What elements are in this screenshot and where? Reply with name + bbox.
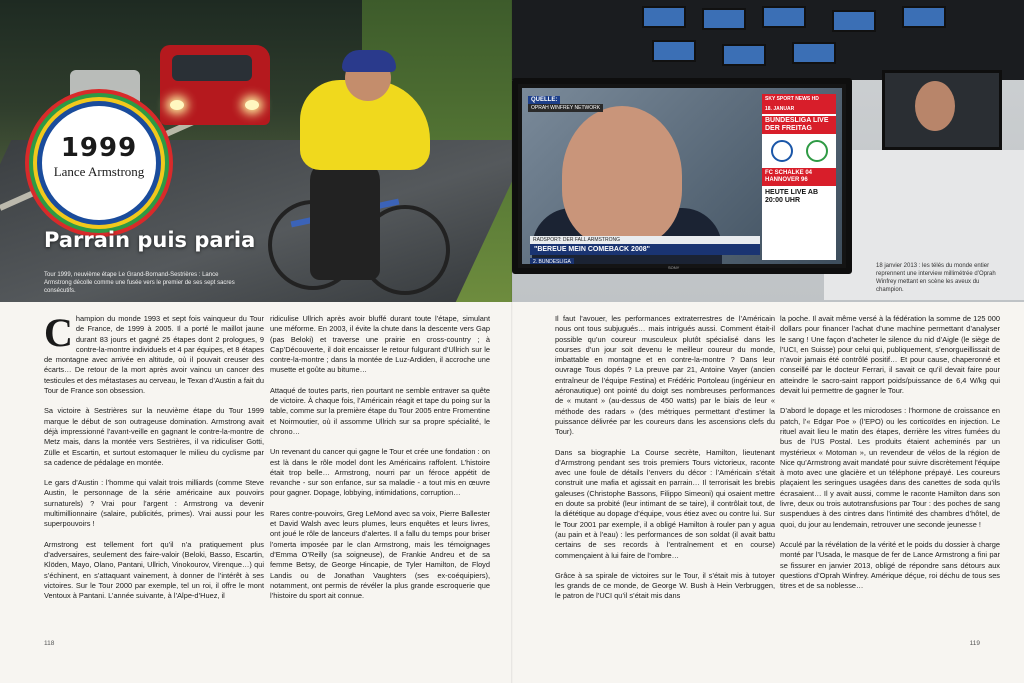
main-television	[512, 78, 852, 274]
photo-caption-right: 18 janvier 2013 : les télés du monde entier reprennent une interview millimétrée d’Oprah Winfrey mettant en scène les aveux du champion.	[876, 263, 996, 293]
mini-tv	[652, 40, 696, 62]
paragraph: Rares contre-pouvoirs, Greg LeMond avec sa voix, Pierre Ballester et David Walsh avec leurs plumes, leurs enquêtes et leurs livres, ont joué le rôle de lanceurs d’alertes. Il a fallu du temps pour briser l’omerta imposée par le clan Armstrong, mais les témoignages d’Emma O’Reilly (sa soigneuse), de Frankie Andreu et de sa femme Betsy, de George Hincapie, de Tyler Hamilton, de Floyd Landis ou de Jonathan Vaughters (ses ex-coéquipiers), notamment, ont permis de révéler la plus grande escroquerie que l’histoire du sport ait connue.	[270, 508, 490, 601]
tv-brand: SONY	[668, 265, 680, 270]
tv-live-title: BUNDESLIGA LIVE DER FREITAG	[762, 116, 836, 134]
cycling-photo	[0, 0, 512, 302]
article-column-4	[780, 314, 1000, 601]
tv-sport-news: SKY SPORT NEWS HD	[762, 94, 836, 104]
tv-club-logos	[762, 134, 836, 168]
paragraph: Acculé par la révélation de la vérité et le poids du dossier à charge monté par l’Usada, le masque de fer de Lance Armstrong a fini par se fissurer en janvier 2013, obligé de répondre sans détours aux questions d’Oprah Winfrey. Amérique déçue, roi déchu de tous ses titres et de sa noblesse…	[780, 539, 1000, 591]
mini-tv	[832, 10, 876, 32]
tv-store-photo	[512, 0, 1024, 302]
mini-tv	[722, 44, 766, 66]
headlight	[170, 100, 184, 110]
background-tv-face	[915, 81, 955, 131]
mini-tv	[762, 6, 806, 28]
paragraph: D’abord le dopage et les microdoses : l’hormone de croissance en patch, l’« Edgar Poe » (l’EPO) ou les corticoïdes en injection. Le rituel avait lieu le matin des étapes, derrière les vitres fumées du bus de l’US Postal. Les produits étaient acheminés par un mystérieux « Motoman », un revendeur de vélos de la région de Nice qu’Armstrong avait mandaté pour suivre discrètement l’équipe à moto avec une glacière et un téléphone prépayé. Les coureurs plaçaient les seringues usagées dans des canettes de soda qu’ils écrasaient… Il y avait aussi, comme le raconte Hamilton dans son livre, deux ou trois autotransfusions par Tour : des poches de sang suspendues à des cintres dans l’intimité des chambres d’hôtel, de quoi, du jour au lendemain, retrouver une seconde jeunesse !	[780, 406, 1000, 529]
mini-tv	[902, 6, 946, 28]
mini-tv	[702, 8, 746, 30]
tv-time: HEUTE LIVE AB 20:00 UHR	[762, 186, 836, 208]
tv-screen	[522, 88, 842, 264]
paragraph: Il faut l’avouer, les performances extraterrestres de l’Américain nous ont tous subjugués… mais intrigués aussi. Comment était-il possible qu’un coureur musculeux plutôt spécialisé dans les courses d’un jour soit devenu le meilleur coureur du monde, imbattable en montagne et en contre-la-montre ? Dans leur ouvrage Tous dopés ? La preuve par 21, Antoine Vayer (ancien entraîneur de l’équipe Festina) et Frédéric Portoleau (ingénieur en aéronautique) ont pointé du doigt ses nombreuses performances de « mutant » (au-dessus de 450 watts) par le biais de leur « méthode des radars » (des métriques permettant d’estimer la puissance délivrée par les coureurs dans les ascensions clefs du Tour).	[555, 314, 775, 437]
paragraph: Dans sa biographie La Course secrète, Hamilton, lieutenant d’Armstrong pendant ses trois premiers Tours victorieux, raconte avec une foule de détails l’envers du décor : l’Américain s’était construit une mafia et agissait en parrain… Il terrorisait les brebis galeuses (Christophe Bassons, Filippo Simeoni) qui osaient mettre en doute sa probité (leur intimant de se taire), il contrôlait tout, de la diététique au dopage d’équipe, vous étiez avec ou contre lui. Sur le Tour 2001 par exemple, il a obligé Hamilton à rouler pan y agua (au pain et à l’eau) : les performances de son soldat (il avait battu certains de ses records à l’entraînement et en course) commençaient à lui faire de l’ombre…	[555, 447, 775, 560]
article-headline: Parrain puis paria	[44, 228, 256, 252]
schalke-logo-icon	[771, 140, 793, 162]
drop-cap: C	[44, 310, 73, 355]
page-number-left: 118	[44, 640, 55, 647]
tv-person-face	[562, 106, 682, 246]
mini-tv	[792, 42, 836, 64]
page-number-right: 119	[969, 640, 980, 647]
badge-name: Lance Armstrong	[53, 164, 145, 179]
paragraph: Un revenant du cancer qui gagne le Tour et crée une fondation : on est là dans le rôle model dont les Américains raffolent. L’histoire était trop belle… Armstrong, nourri par un féroce appétit de revanche - sur son enfance, sur sa maladie - a tout mis en œuvre pour gagner. Dopage, lobbying, intimidations, corruption…	[270, 447, 490, 498]
follow-car-red	[160, 45, 270, 125]
paragraph: Attaqué de toutes parts, rien pourtant ne semble entraver sa quête de victoire. À chaque fois, l’Américain réagit et tape du poing sur la table, comme sur la première étape du Tour 2005 entre Fromentine et Noirmoutier, où il assomme Ullrich sur sa propre spécialité, le chrono…	[270, 385, 490, 436]
page-gutter	[511, 0, 513, 683]
article-column-2	[270, 314, 490, 611]
paragraph: Armstrong est tellement fort qu’il n’a pratiquement plus d’adversaires, seulement des faire-valoir (Beloki, Basso, Escartin, Klöden, Mayo, Olano, Pantani, Ullrich, Vinokourov, Virenque…) qui s’échinent, en s’attaquant vainement, à donner de l’intérêt à ses victoires. Sur le Tour 2000 par exemple, tel un roi, il offre le mont Ventoux à Pantani. L’année suivante, à l’Alpe-d’Huez, il	[44, 539, 264, 601]
headlight	[245, 100, 259, 110]
background-tv	[882, 70, 1002, 150]
paragraph: ridiculise Ullrich après avoir bluffé durant toute l’étape, simulant une méforme. En 2003, il évite la chute dans la descente vers Gap (pas Beloki) et traverse une prairie en cross-country ; à Cap’Découverte, il doit encaisser le retour fulgurant d’Ullrich sur le contre-la-montre ; dans la montée de Luz-Ardiden, il accroche une musette et goûte au bitume…	[270, 314, 490, 375]
badge-year: 1999	[60, 133, 138, 163]
mini-tv	[642, 6, 686, 28]
tv-match: FC SCHALKE 04 HANNOVER 96	[762, 168, 836, 186]
photo-caption-left: Tour 1999, neuvième étape Le Grand-Bornand-Sestrières : Lance Armstrong décolle comme une fusée vers le premier de ses sept sacres consécutifs.	[44, 272, 235, 294]
rider-helmet	[342, 50, 396, 72]
tv-date: 18. JANUAR	[762, 104, 836, 114]
paragraph: Sa victoire à Sestrières sur la neuvième étape du Tour 1999 marque le début de son outrageuse domination. Armstrong avait déjà impressionné l’avant-veille en gagnant le contre-la-montre de Metz mais, dans la montée vers Sestrières, il va ridiculiser Gotti, Zülle et Escartin, et surtout estomaquer le milieu du cyclisme par sa cadence de pédalage en montée.	[44, 406, 264, 467]
hannover-logo-icon	[806, 140, 828, 162]
tv-lower-name: RADSPORT: DER FALL ARMSTRONG	[530, 236, 760, 244]
paragraph: la poche. Il avait même versé à la fédération la somme de 125 000 dollars pour financer l’achat d’une machine permettant d’analyser le sang ! Une façon d’acheter le silence du nid d’Aigle (le siège de l’UCI, en Suisse) pour celui qui, publiquement, s’enorgueillissait de n’avoir jamais été contrôlé positif… Et pour cause, chaperonné et conseillé par le docteur Ferrari, il savait ce qu’il devait faire pour atteindre le sacro-saint rapport poids/puissance de 6,4 W/kg qui devait lui permettre de gagner le Tour.	[780, 314, 1000, 396]
tv-lower-third	[530, 236, 760, 260]
tv-wall	[512, 0, 1024, 80]
rider-legs	[310, 160, 380, 280]
paragraph: Le gars d’Austin : l’homme qui valait trois milliards (comme Steve Austin, le personnage de la série américaine aux pouvoirs surnaturels) ? Vrai pour l’argent : Armstrong va devenir multimillionnaire (salaire, publicités, primes). Vrai aussi pour les superpouvoirs !	[44, 478, 264, 529]
article-column-3	[555, 314, 775, 612]
tv-network-label: OPRAH WINFREY NETWORK	[528, 104, 603, 112]
year-badge	[42, 106, 156, 220]
tv-source-label: QUELLE:	[528, 96, 560, 104]
paragraph: Champion du monde 1993 et sept fois vainqueur du Tour de France, de 1999 à 2005. Il a porté le maillot jaune durant 83 jours et gagné 25 étapes dont 2 prologues, 9 contre-la-montre individuels et 4 par équipes, et 8 étapes de montagne avec arrivée en altitude, où il pouvait creuser des écarts… De retour de la mort après avoir vaincu un cancer des testicules et des métastases au cerveau, le Texan d’Austin a fait du Tour de France son obsession.	[44, 310, 264, 396]
tv-sport-sidebar	[762, 94, 836, 260]
tv-lower-quote: "BEREUE MEIN COMEBACK 2008"	[530, 244, 760, 255]
paragraph: Grâce à sa spirale de victoires sur le Tour, il s’était mis à tutoyer les grands de ce monde, de George W. Bush à Hein Verbruggen, le patron de l’UCI qu’il s’était mis dans	[555, 570, 775, 601]
tv-channel: 2. BUNDESLIGA	[530, 258, 574, 264]
article-column-1	[44, 310, 264, 611]
